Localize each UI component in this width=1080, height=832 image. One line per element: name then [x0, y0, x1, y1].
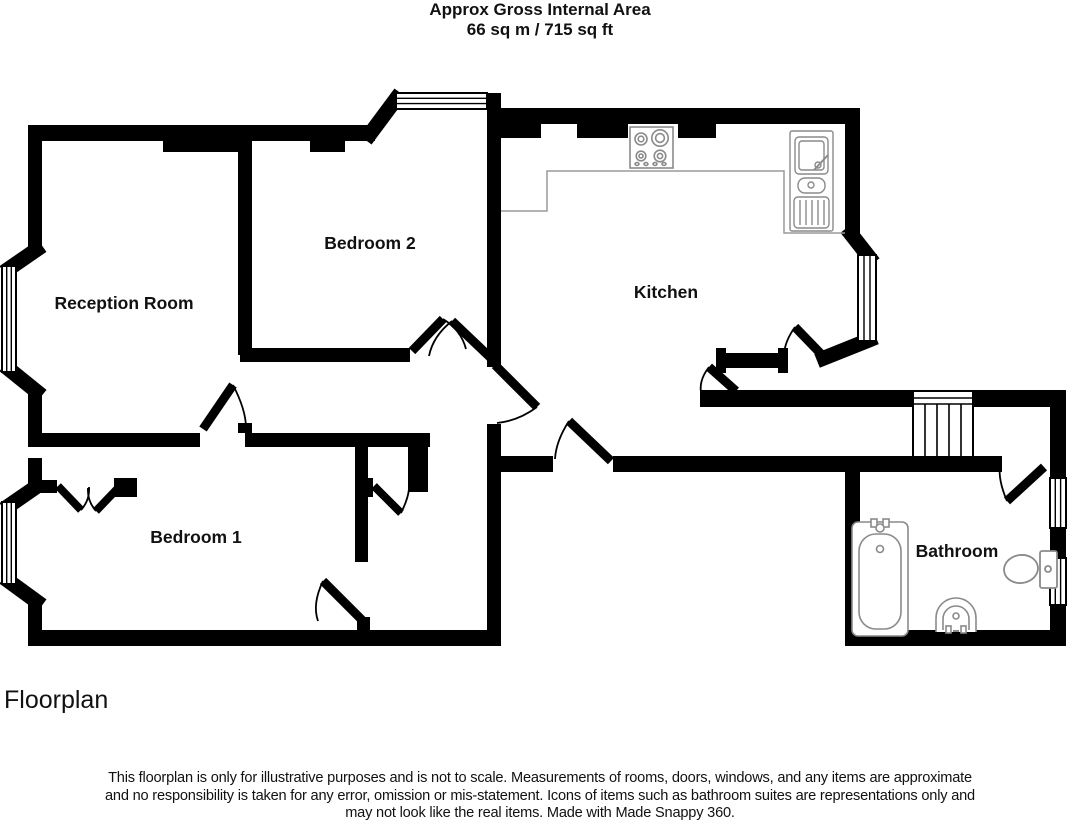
door-vestibule-right	[784, 327, 823, 356]
door-bathroom	[1000, 466, 1044, 501]
window-kitchen-side	[858, 255, 876, 341]
label-bathroom: Bathroom	[915, 541, 999, 561]
hob-icon	[630, 127, 673, 168]
footer-caption: Floorplan	[4, 686, 109, 714]
window-bedroom2-top	[396, 93, 487, 109]
label-bedroom1: Bedroom 1	[150, 527, 242, 547]
disclaimer-line1: This floorplan is only for illustrative purposes and is not to scale. Measurements of rooms, doors, windows, and any items are approximate	[108, 770, 972, 786]
door-entrance	[555, 421, 611, 461]
label-bedroom2: Bedroom 2	[324, 233, 416, 253]
basin-icon	[936, 598, 976, 633]
door-vestibule-left	[701, 367, 736, 392]
footer-disclaimer	[0, 770, 1080, 823]
door-kitchen	[495, 365, 537, 423]
label-reception: Reception Room	[54, 293, 194, 313]
toilet-icon	[1002, 551, 1057, 588]
door-bedroom1-lobby	[316, 581, 363, 621]
bath-icon	[852, 519, 908, 636]
door-lobby-closet	[374, 486, 409, 513]
sink-icon	[790, 131, 833, 231]
title-line1: Approx Gross Internal Area	[429, 0, 651, 19]
door-bedroom1-hall	[203, 385, 246, 429]
window-reception-bay	[2, 266, 16, 372]
window-bathroom-1	[1050, 478, 1066, 528]
disclaimer-line2: and no responsibility is taken for any error, omission or mis-statement. Icons of items such as bathroom suites are representations only and	[105, 787, 975, 804]
disclaimer-line3: may not look like the real items. Made with Made Snappy 360.	[345, 805, 735, 821]
label-kitchen: Kitchen	[633, 282, 699, 302]
stairs-icon	[913, 391, 973, 457]
title-line2: 66 sq m / 715 sq ft	[466, 20, 614, 39]
door-bedroom1-closet-double	[58, 486, 119, 511]
window-bedroom1-bay	[2, 502, 16, 584]
angled-walls	[10, 99, 869, 601]
